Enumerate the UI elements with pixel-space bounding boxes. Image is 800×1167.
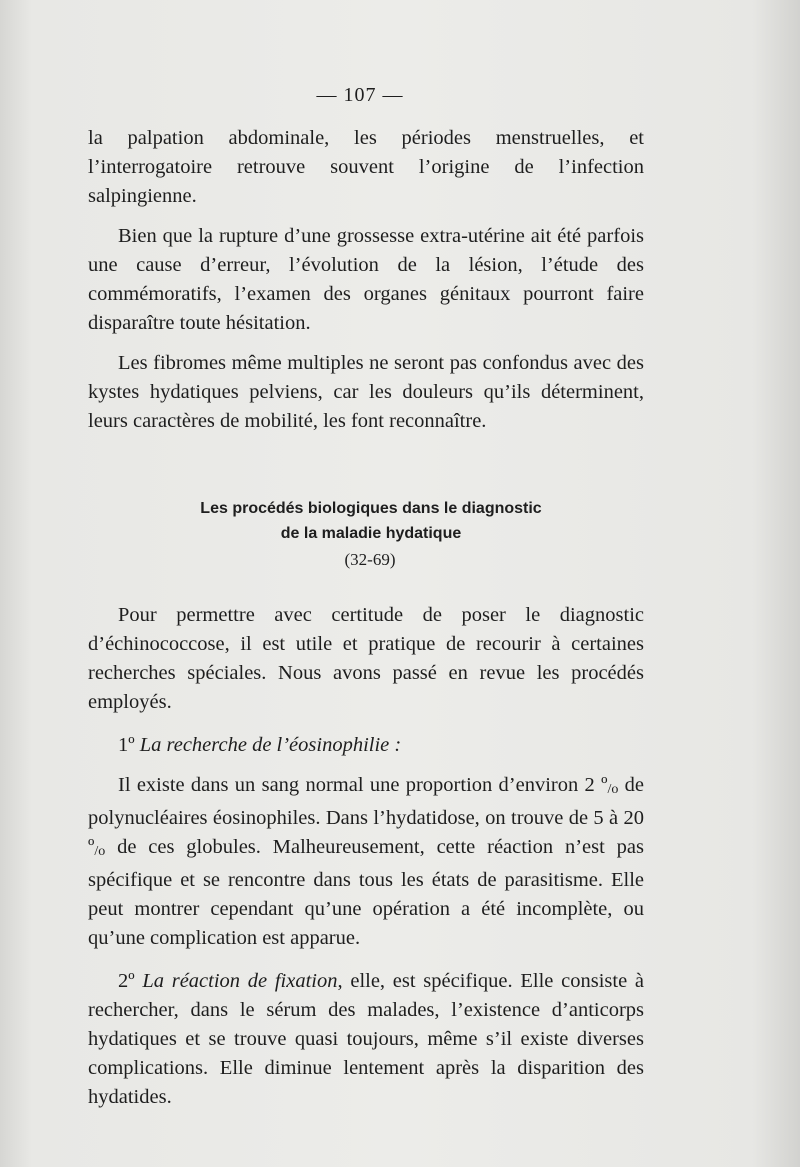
- item-1-heading: [88, 731, 644, 760]
- item-2-title: La réaction de fixation: [142, 970, 338, 992]
- paragraph-extra-uterine: Bien que la rupture d’une grossesse extra-utérine ait été parfois une cause d’erreur, l’évolution de la lésion, l’étude des commémoratifs, l’examen des organes génitaux pourront faire disparaître toute hésitation.: [88, 225, 644, 334]
- section-title-line-2: de la maladie hydatique: [280, 525, 462, 542]
- section-heading: [88, 496, 644, 546]
- item-2-paragraph: [88, 967, 644, 1112]
- item-1-text-c: de ces globules. Malheureusement, cette réaction n’est pas spécifique et se rencontre dans tous les états de parasitisme. Elle peut montrer cependant qu’une opération a été incomplète, ou qu’une complication est apparue.: [88, 836, 644, 949]
- section-reference: (32-69): [344, 550, 396, 569]
- percent-unit-2: /o: [94, 844, 106, 859]
- item-1-text-a: Il existe dans un sang normal une proportion d’environ 2 º: [118, 774, 608, 796]
- paragraph-fibromes: Les fibromes même multiples ne seront pas confondus avec des kystes hydatiques pelviens, car les douleurs qu’ils déterminent, leurs caractères de mobilité, les font reconnaître.: [88, 352, 644, 432]
- item-1-number: 1º: [118, 734, 135, 756]
- item-2-number: 2º: [118, 970, 135, 992]
- paragraph-intro: Pour permettre avec certitude de poser le diagnostic d’échinococcose, il est utile et pratique de recourir à certaines recherches spéciales. Nous avons passé en revue les procédés employés.: [88, 604, 644, 713]
- item-1-text-b: de polynucléaires éosinophiles. Dans l’hydatidose, on trouve de 5 à 20 º: [88, 774, 644, 858]
- page-body: [88, 124, 644, 1112]
- section-title-line-1: Les procédés biologiques dans le diagnostic: [200, 500, 542, 517]
- item-2-text: , elle, est spécifique. Elle consiste à rechercher, dans le sérum des malades, l’existence d’anticorps hydatiques et se trouve quasi toujours, même s’il existe diverses complications. Elle diminue lentement après la disparition des hydatides.: [88, 970, 644, 1108]
- item-1-text: [88, 771, 644, 953]
- percent-unit-1: /o: [607, 782, 619, 797]
- item-1-title: La recherche de l’éosinophilie :: [139, 734, 402, 756]
- paragraph-salpingitis: la palpation abdominale, les périodes menstruelles, et l’interrogatoire retrouve souvent l’origine de l’infection salpingienne.: [88, 127, 644, 207]
- page-number: — 107 —: [316, 84, 404, 106]
